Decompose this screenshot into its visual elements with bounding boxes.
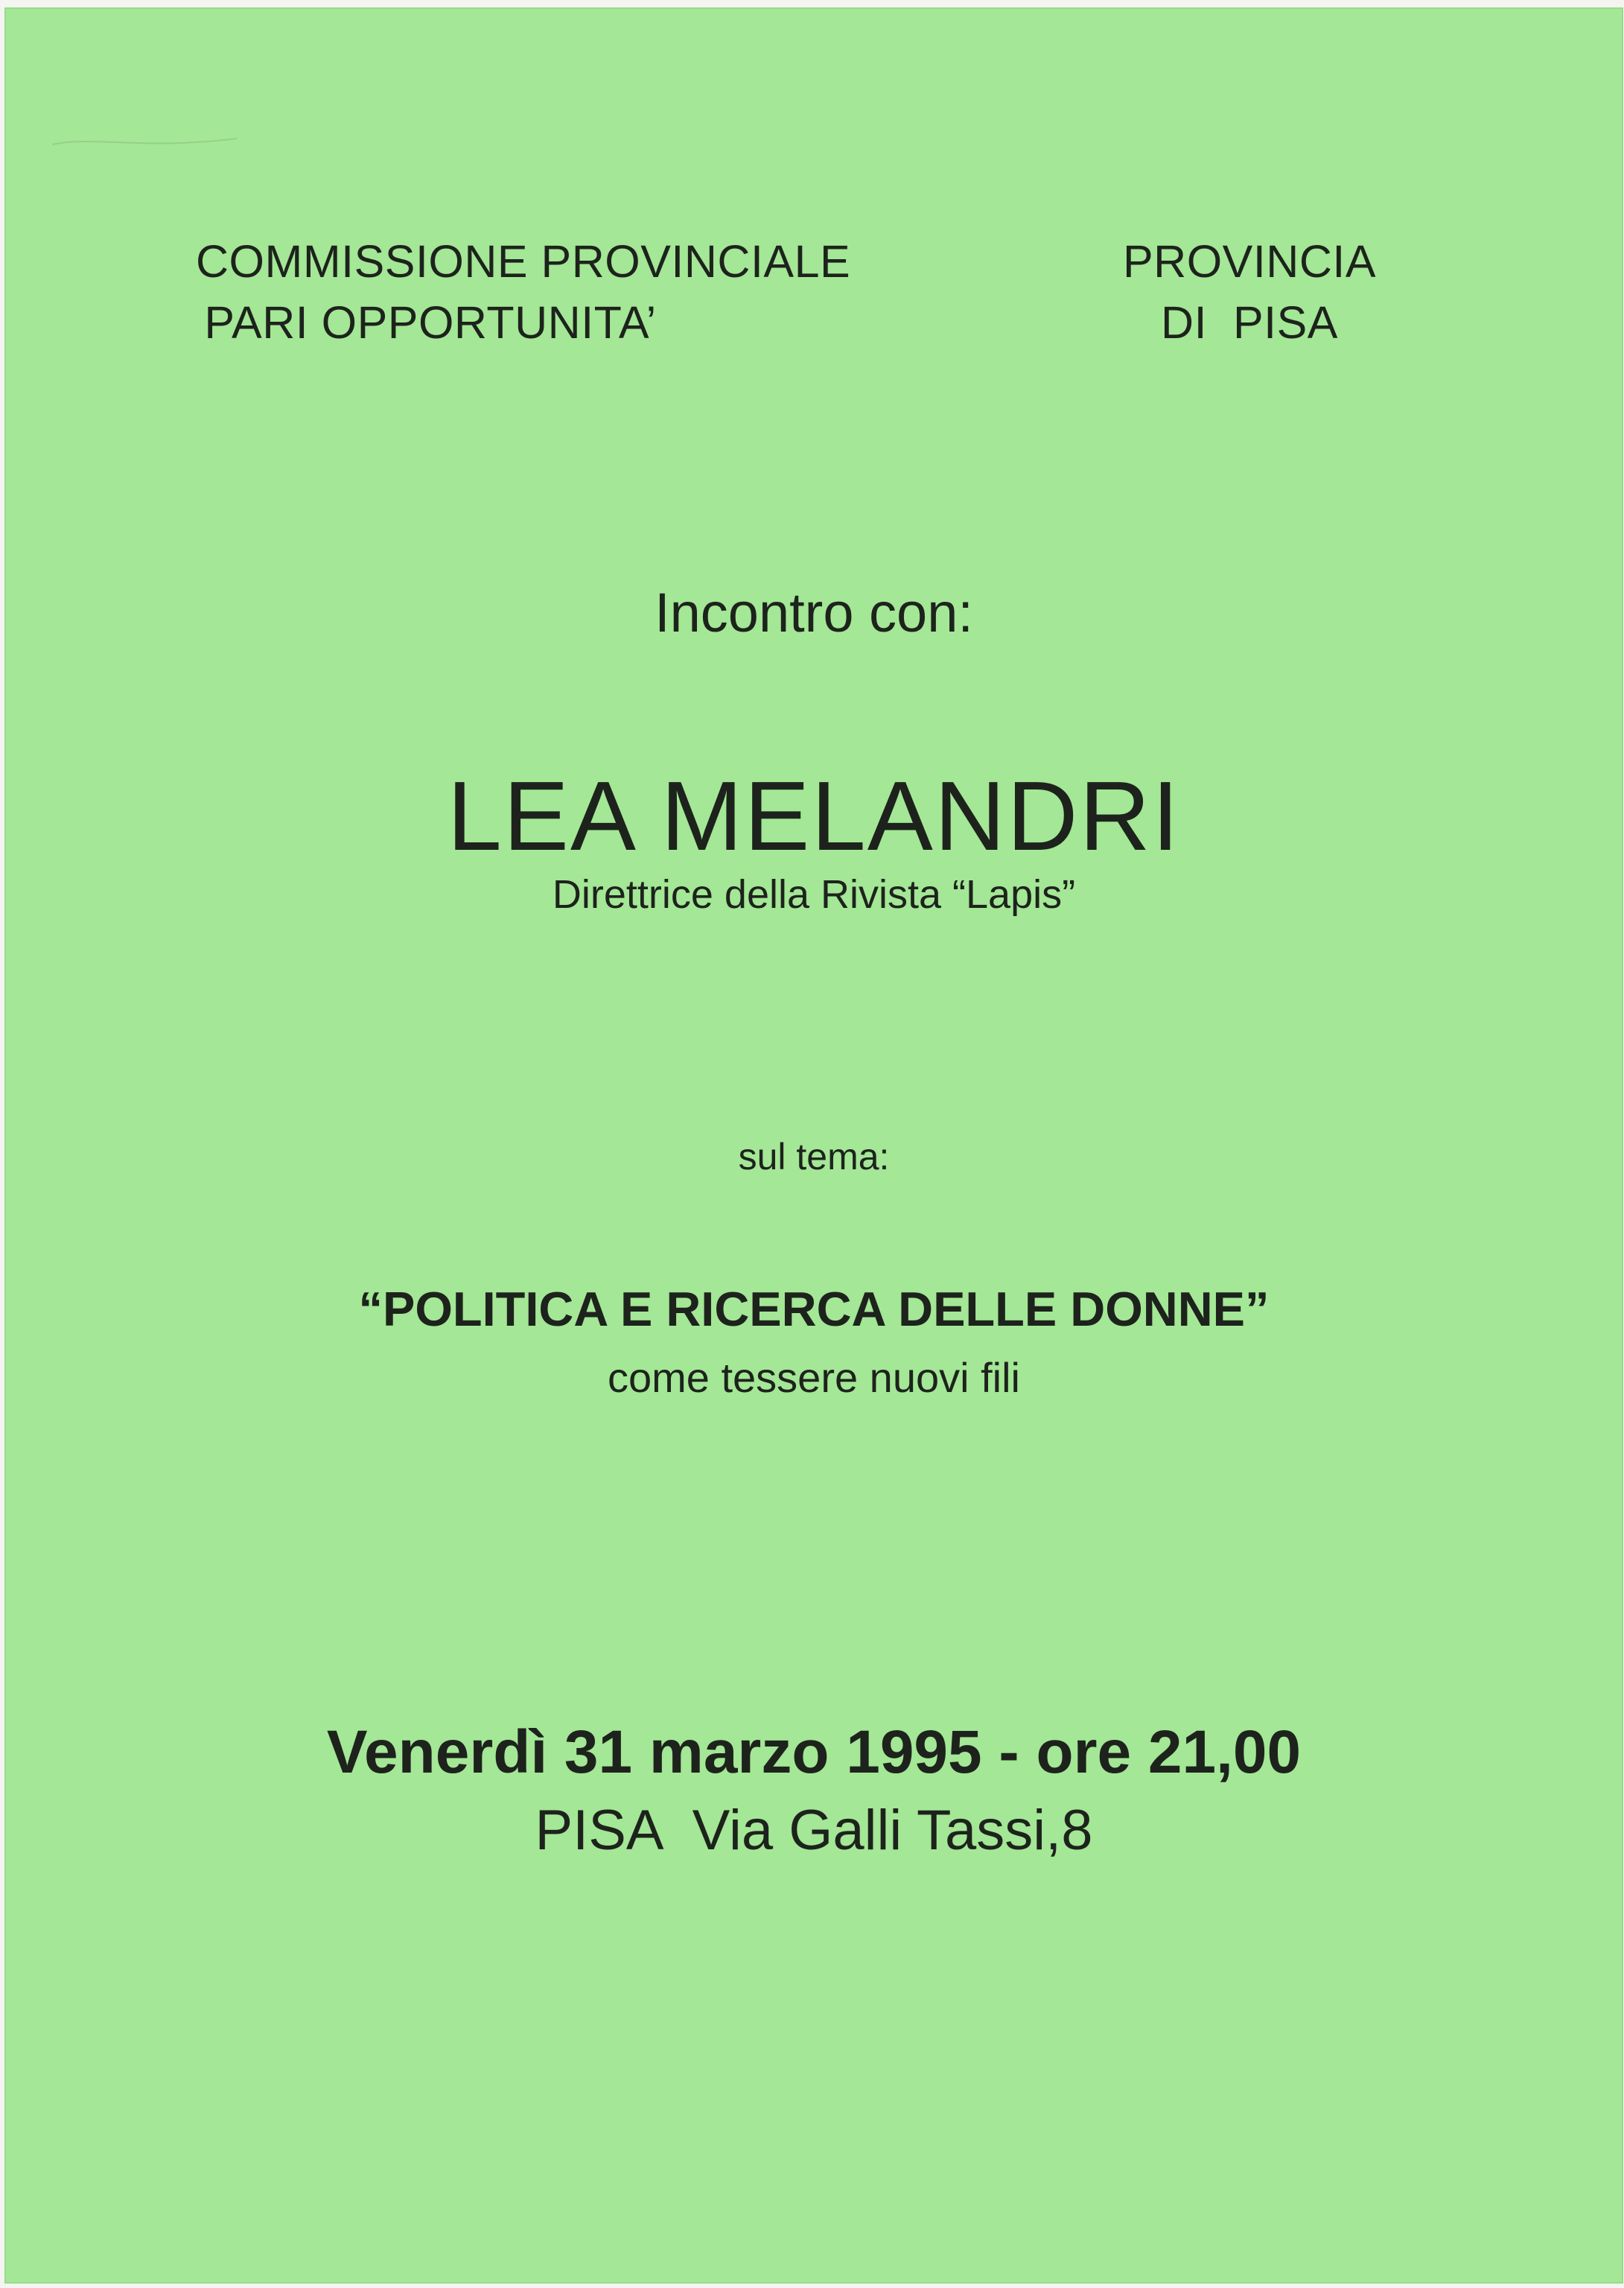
intro-text: Incontro con: (655, 582, 973, 644)
organizer-commission (196, 231, 851, 353)
organizer-province-line1: PROVINCIA (1122, 236, 1377, 287)
organizer-commission-line2: PARI OPPORTUNITA’ (204, 297, 657, 348)
event-place (6, 1798, 1622, 1863)
speaker-role: Direttrice della Rivista “Lapis” (552, 872, 1076, 917)
organizer-province (1108, 231, 1391, 353)
organizer-commission-line1: COMMISSIONE PROVINCIALE (196, 236, 851, 287)
event-city: PISA (535, 1799, 664, 1862)
event-date-time: Venerdì 31 marzo 1995 - ore 21,00 (326, 1718, 1302, 1786)
pencil-mark (51, 128, 244, 158)
topic-intro: sul tema: (738, 1136, 890, 1178)
topic-subtitle: come tessere nuovi fili (607, 1354, 1020, 1401)
topic-title: “POLITICA E RICERCA DELLE DONNE” (358, 1282, 1270, 1336)
poster-sheet (6, 9, 1622, 2282)
speaker-name: LEA MELANDRI (447, 761, 1181, 871)
organizer-province-line2: DI PISA (1161, 297, 1338, 348)
event-address: Via Galli Tassi,8 (692, 1799, 1093, 1862)
